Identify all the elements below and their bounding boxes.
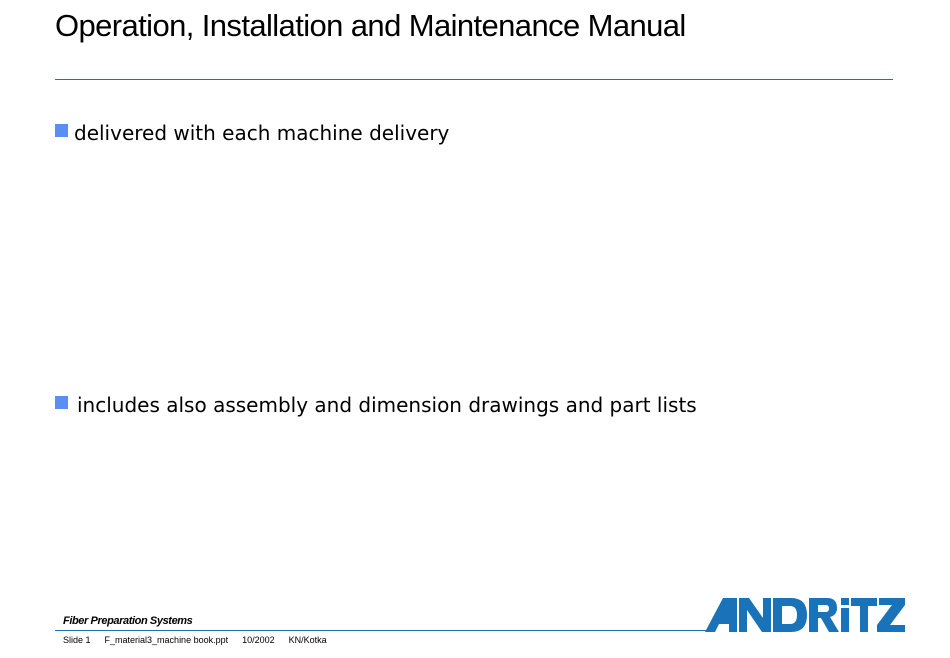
bullet-text: includes also assembly and dimension drawings and part lists <box>77 393 697 417</box>
andritz-logo-icon <box>705 598 905 634</box>
bullet-item <box>55 121 449 145</box>
footer-author: KN/Kotka <box>288 635 327 645</box>
file-name: F_material3_machine book.ppt <box>104 635 229 645</box>
slide-number: Slide 1 <box>63 635 91 645</box>
square-bullet-icon <box>55 396 68 409</box>
bullet-text: delivered with each machine delivery <box>74 121 450 145</box>
bullet-item <box>55 393 697 417</box>
footer-meta <box>63 635 327 645</box>
footer-date: 10/2002 <box>242 635 275 645</box>
footer-divider <box>55 630 710 631</box>
slide-title: Operation, Installation and Maintenance Manual <box>55 8 686 43</box>
title-divider <box>55 79 893 80</box>
square-bullet-icon <box>55 124 68 137</box>
footer-organization: Fiber Preparation Systems <box>63 615 193 627</box>
andritz-logo <box>705 598 905 634</box>
